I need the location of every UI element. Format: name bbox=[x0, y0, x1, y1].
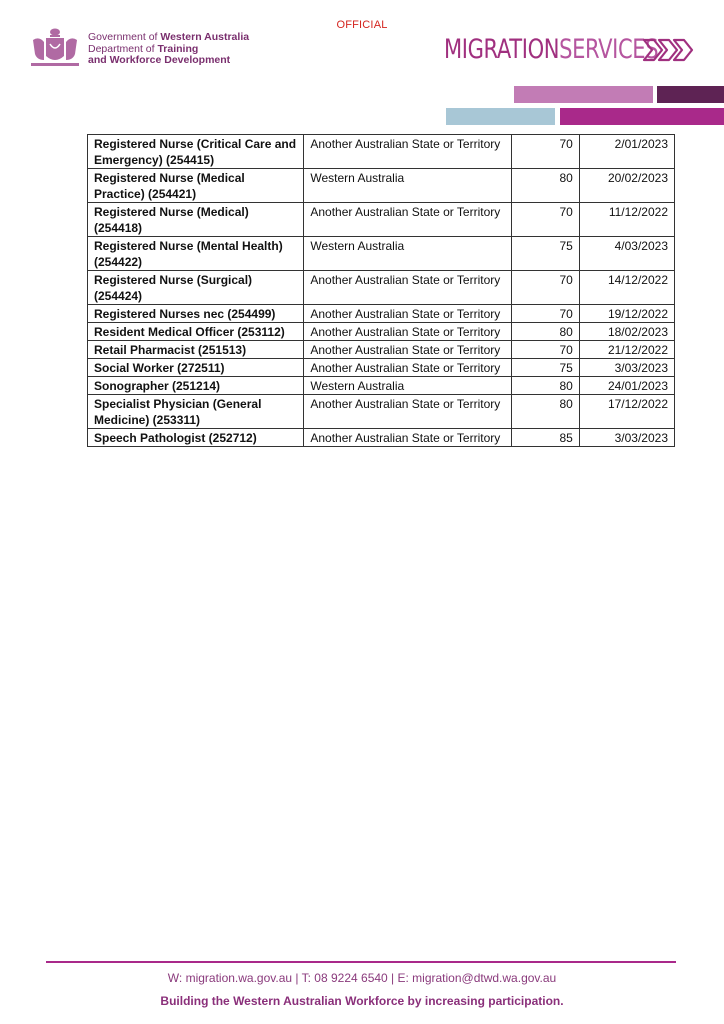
occupation-cell: Registered Nurse (Medical) (254418) bbox=[88, 203, 304, 237]
occupation-cell: Registered Nurse (Medical Practice) (254421) bbox=[88, 169, 304, 203]
table-row bbox=[88, 359, 675, 377]
decor-bar-light-blue bbox=[446, 108, 555, 125]
date-cell: 18/02/2023 bbox=[579, 323, 674, 341]
occupation-cell: Sonographer (251214) bbox=[88, 377, 304, 395]
gov-line1-prefix: Government of bbox=[88, 31, 161, 43]
occupation-cell: Registered Nurses nec (254499) bbox=[88, 305, 304, 323]
table-row bbox=[88, 135, 675, 169]
occupation-table bbox=[87, 134, 675, 447]
table-row bbox=[88, 203, 675, 237]
classification-label: OFFICIAL bbox=[336, 19, 388, 31]
gov-line3-bold: and Workforce Development bbox=[88, 54, 231, 66]
migration-services-logo bbox=[444, 32, 704, 68]
points-cell: 70 bbox=[511, 203, 579, 237]
points-cell: 70 bbox=[511, 135, 579, 169]
points-cell: 80 bbox=[511, 395, 579, 429]
occupation-cell: Registered Nurse (Surgical) (254424) bbox=[88, 271, 304, 305]
occupation-cell: Registered Nurse (Critical Care and Emergency) (254415) bbox=[88, 135, 304, 169]
table-row bbox=[88, 169, 675, 203]
table-row bbox=[88, 341, 675, 359]
gov-line1-bold: Western Australia bbox=[160, 31, 250, 43]
date-cell: 3/03/2023 bbox=[579, 359, 674, 377]
occupation-cell: Retail Pharmacist (251513) bbox=[88, 341, 304, 359]
points-cell: 70 bbox=[511, 341, 579, 359]
date-cell: 20/02/2023 bbox=[579, 169, 674, 203]
points-cell: 75 bbox=[511, 237, 579, 271]
table-row bbox=[88, 305, 675, 323]
gov-line2-bold: Training bbox=[157, 42, 199, 55]
location-cell: Another Australian State or Territory bbox=[304, 395, 511, 429]
wa-crest-icon bbox=[27, 26, 83, 70]
table-row bbox=[88, 271, 675, 305]
points-cell: 70 bbox=[511, 305, 579, 323]
location-cell: Another Australian State or Territory bbox=[304, 429, 511, 447]
points-cell: 70 bbox=[511, 271, 579, 305]
points-cell: 80 bbox=[511, 169, 579, 203]
location-cell: Western Australia bbox=[304, 169, 511, 203]
date-cell: 4/03/2023 bbox=[579, 237, 674, 271]
points-cell: 80 bbox=[511, 323, 579, 341]
decor-bar-pink bbox=[514, 86, 653, 103]
gov-department-text bbox=[88, 32, 249, 67]
footer-divider bbox=[46, 961, 676, 963]
date-cell: 14/12/2022 bbox=[579, 271, 674, 305]
date-cell: 17/12/2022 bbox=[579, 395, 674, 429]
points-cell: 75 bbox=[511, 359, 579, 377]
chevron-arrows-icon bbox=[642, 37, 698, 63]
location-cell: Another Australian State or Territory bbox=[304, 135, 511, 169]
occupation-cell: Registered Nurse (Mental Health) (254422) bbox=[88, 237, 304, 271]
location-cell: Another Australian State or Territory bbox=[304, 203, 511, 237]
brand-part2: SERVICES bbox=[559, 34, 659, 65]
footer-contact: W: migration.wa.gov.au | T: 08 9224 6540 | E: migration@dtwd.wa.gov.au bbox=[167, 971, 557, 985]
table-row bbox=[88, 323, 675, 341]
occupation-cell: Speech Pathologist (252712) bbox=[88, 429, 304, 447]
table-row bbox=[88, 377, 675, 395]
date-cell: 3/03/2023 bbox=[579, 429, 674, 447]
occupation-cell: Specialist Physician (General Medicine) (253311) bbox=[88, 395, 304, 429]
date-cell: 19/12/2022 bbox=[579, 305, 674, 323]
decor-bar-dark-purple bbox=[657, 86, 724, 103]
brand-part1: MIGRATION bbox=[444, 34, 560, 65]
location-cell: Western Australia bbox=[304, 237, 511, 271]
location-cell: Another Australian State or Territory bbox=[304, 359, 511, 377]
occupation-cell: Social Worker (272511) bbox=[88, 359, 304, 377]
table-row bbox=[88, 237, 675, 271]
wa-government-logo bbox=[27, 26, 277, 72]
location-cell: Another Australian State or Territory bbox=[304, 341, 511, 359]
gov-line2-prefix: Department of bbox=[88, 42, 158, 55]
table-row bbox=[88, 395, 675, 429]
points-cell: 80 bbox=[511, 377, 579, 395]
location-cell: Western Australia bbox=[304, 377, 511, 395]
date-cell: 2/01/2023 bbox=[579, 135, 674, 169]
date-cell: 24/01/2023 bbox=[579, 377, 674, 395]
location-cell: Another Australian State or Territory bbox=[304, 323, 511, 341]
occupation-cell: Resident Medical Officer (253112) bbox=[88, 323, 304, 341]
decor-bar-purple bbox=[560, 108, 724, 125]
points-cell: 85 bbox=[511, 429, 579, 447]
table-row bbox=[88, 429, 675, 447]
location-cell: Another Australian State or Territory bbox=[304, 305, 511, 323]
location-cell: Another Australian State or Territory bbox=[304, 271, 511, 305]
date-cell: 11/12/2022 bbox=[579, 203, 674, 237]
footer-slogan: Building the Western Australian Workforce by increasing participation. bbox=[160, 994, 564, 1008]
date-cell: 21/12/2022 bbox=[579, 341, 674, 359]
